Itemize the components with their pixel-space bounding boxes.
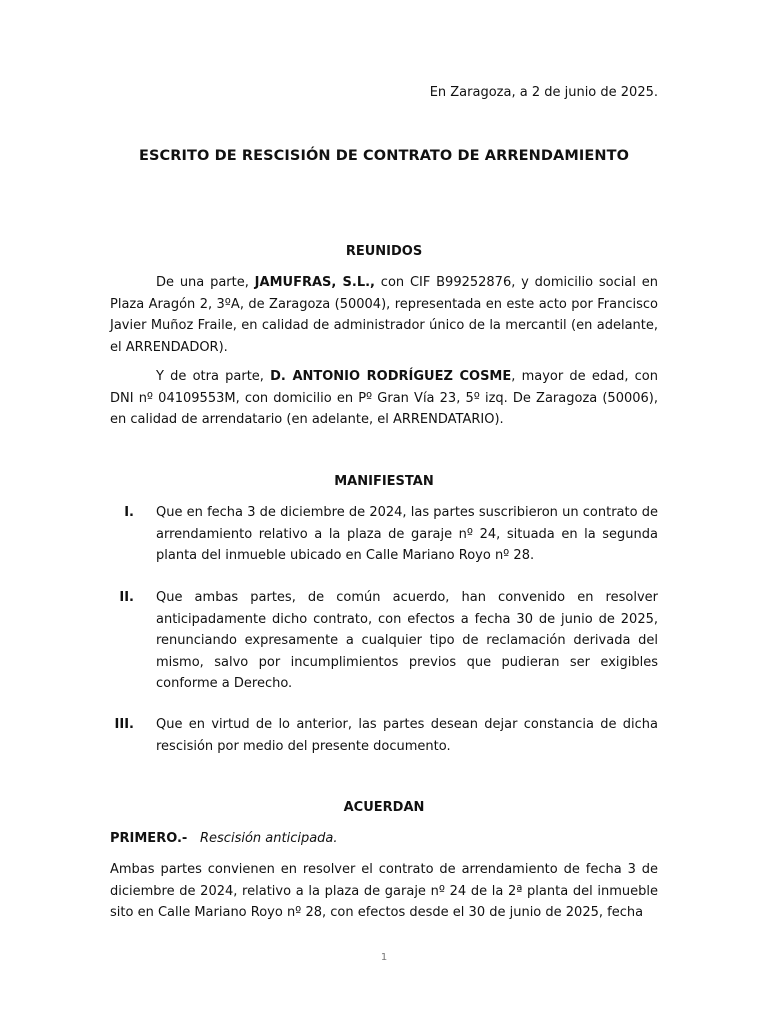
parte1-details: con CIF B99252876, y domicilio social en Plaza Aragón 2, 3ºA, de Zaragoza (50004), representada en este acto por Francisco Javier Muñoz Fraile, en calidad de administrador único de la mercantil (en adelante, el ARRENDADOR). — [110, 275, 658, 355]
parte2-intro: Y de otra parte, — [156, 369, 271, 384]
reunidos-heading: REUNIDOS — [345, 244, 423, 259]
date-line: En Zaragoza, a 2 de junio de 2025. — [429, 85, 658, 100]
parte2-person-name: D. ANTONIO RODRÍGUEZ COSME — [270, 369, 512, 384]
item-text: Que ambas partes, de común acuerdo, han convenido en resolver anticipadamente dicho contrato, con efectos a fecha 30 de junio de 2025, renunciando expresamente a cualquier tipo de reclamación derivada del mismo, salvo por incumplimientos previos que pudieran ser exigibles conforme a Derecho. — [156, 590, 658, 691]
clause-primero-heading — [110, 830, 658, 848]
item-text: Que en fecha 3 de diciembre de 2024, las partes suscribieron un contrato de arrendamiento relativo a la plaza de garaje nº 24, situada en la segunda planta del inmueble ubicado en Calle Mariano Royo nº 28. — [156, 505, 658, 563]
item-number: III. — [114, 717, 134, 732]
clause-title: Rescisión anticipada. — [200, 831, 338, 846]
parte1-intro: De una parte, — [156, 275, 255, 290]
manifiestan-heading: MANIFIESTAN — [334, 474, 434, 489]
reunidos-parte-arrendatario — [110, 366, 658, 431]
parte2-details: , mayor de edad, con DNI nº 04109553M, con domicilio en Pº Gran Vía 23, 5º izq. De Zaragoza (50006), en calidad de arrendatario (en adelante, el ARRENDATARIO). — [110, 369, 658, 427]
page-number: 1 — [380, 952, 388, 963]
item-text: Que en virtud de lo anterior, las partes desean dejar constancia de dicha rescisión por medio del presente documento. — [156, 717, 658, 754]
item-number: II. — [119, 590, 134, 605]
clause-primero-text: Ambas partes convienen en resolver el contrato de arrendamiento de fecha 3 de diciembre de 2024, relativo a la plaza de garaje nº 24 de la 2ª planta del inmueble sito en Calle Mariano Royo nº 28, con efectos desde el 30 de junio de 2025, fecha — [110, 862, 658, 920]
item-number: I. — [124, 505, 134, 520]
clause-label: PRIMERO.- — [110, 831, 188, 846]
reunidos-parte-arrendador — [110, 272, 658, 358]
acuerdan-heading: ACUERDAN — [343, 800, 425, 815]
parte1-company-name: JAMUFRAS, S.L., — [254, 275, 375, 290]
document-title: ESCRITO DE RESCISIÓN DE CONTRATO DE ARRENDAMIENTO — [138, 148, 630, 164]
